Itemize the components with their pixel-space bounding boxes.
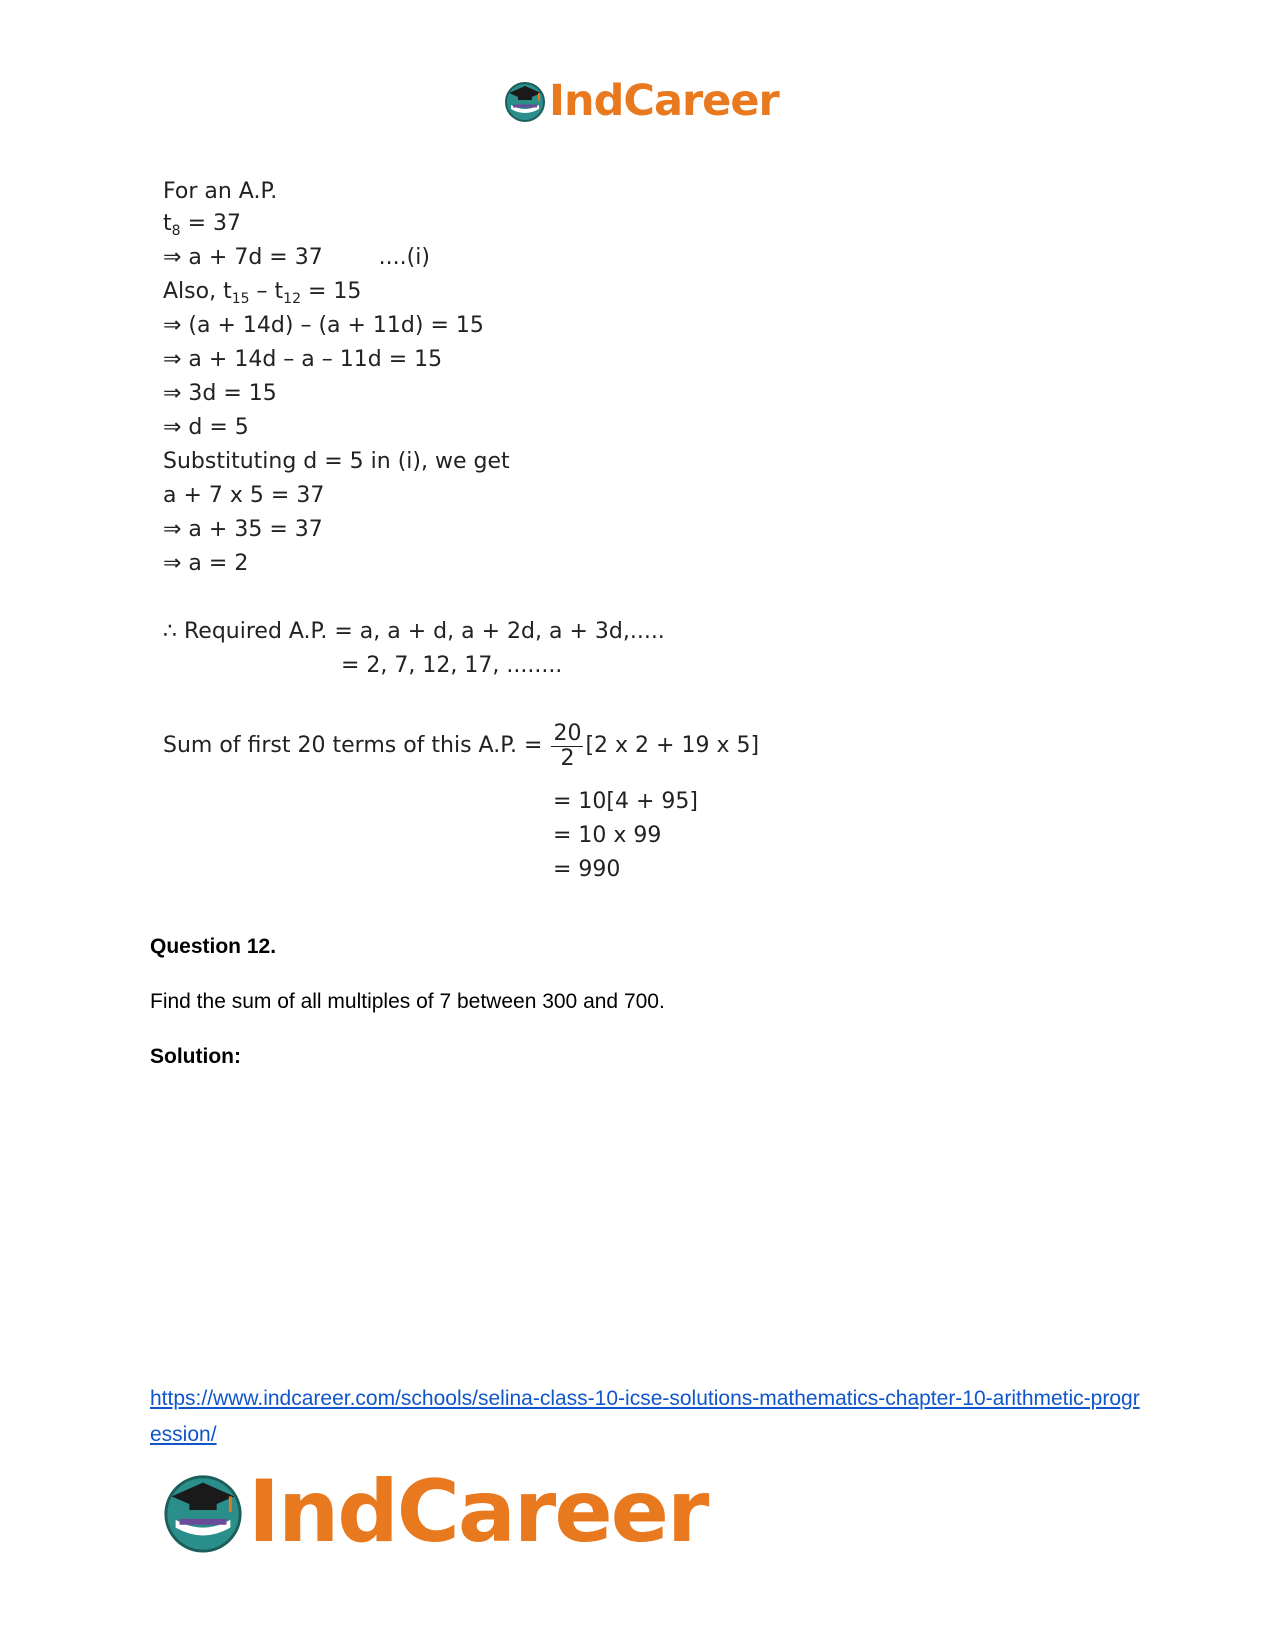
fraction-numerator: 20 (553, 720, 582, 746)
math-line (163, 380, 277, 408)
math-line (553, 822, 661, 850)
math-text: a + 7 x 5 = 37 (163, 483, 325, 508)
math-line (163, 618, 665, 646)
math-line (163, 210, 241, 238)
math-text: = 2, 7, 12, 17, ........ (341, 653, 563, 678)
math-text: ⇒ a = 2 (163, 551, 249, 576)
math-text: = 37 (187, 211, 241, 236)
math-line (163, 414, 249, 442)
math-line (163, 278, 361, 306)
math-text: Also, t (163, 279, 232, 304)
math-line (163, 178, 277, 206)
graduation-globe-icon (503, 79, 547, 123)
footer-logo (160, 1462, 708, 1562)
math-line (163, 550, 248, 578)
solution-label: Solution: (150, 1045, 241, 1068)
math-line (163, 718, 759, 774)
graduation-globe-icon (160, 1469, 246, 1555)
fraction-denominator: 2 (560, 745, 575, 771)
math-text: Substituting d = 5 in (i), we get (163, 449, 510, 474)
math-line (553, 856, 620, 884)
math-text: For an A.P. (163, 179, 278, 204)
math-text: [2 x 2 + 19 x 5] (585, 733, 760, 758)
math-line (163, 482, 324, 510)
math-subscript: 8 (171, 223, 181, 239)
math-line (163, 312, 484, 340)
math-line (163, 244, 430, 272)
math-text: ⇒ a + 35 = 37 (163, 517, 323, 542)
math-text: = 10[4 + 95] (553, 789, 698, 814)
logo-text: IndCareer (549, 76, 779, 126)
math-line (163, 448, 510, 476)
math-text: ⇒ a + 7d = 37 ....(i) (163, 245, 430, 270)
logo-text: IndCareer (248, 1462, 708, 1562)
math-subscript: 15 (231, 291, 250, 307)
source-link[interactable]: https://www.indcareer.com/schools/selina-class-10-icse-solutions-mathematics-chapter-10-arithmetic-progression/ (150, 1387, 1140, 1446)
math-text: = 10 x 99 (553, 823, 662, 848)
math-text: ⇒ a + 14d – a – 11d = 15 (163, 347, 443, 372)
math-text: ⇒ d = 5 (163, 415, 249, 440)
math-subscript: 12 (283, 291, 301, 307)
math-line (163, 516, 323, 544)
math-text: ⇒ (a + 14d) – (a + 11d) = 15 (163, 313, 484, 338)
math-text: = 990 (553, 857, 621, 882)
question-title: Question 12. (150, 935, 277, 958)
math-text: Sum of first 20 terms of this A.P. = (163, 733, 543, 758)
header-logo (503, 78, 779, 124)
math-line (553, 788, 698, 816)
math-text: ∴ Required A.P. = a, a + d, a + 2d, a + 3d,..... (163, 619, 665, 644)
question-text: Find the sum of all multiples of 7 between 300 and 700. (150, 990, 665, 1013)
math-line (341, 652, 562, 680)
math-text: t (163, 211, 172, 236)
math-fraction (551, 722, 583, 771)
math-text: – t (256, 279, 284, 304)
math-text: ⇒ 3d = 15 (163, 381, 277, 406)
math-text: = 15 (307, 279, 362, 304)
math-line (163, 346, 442, 374)
